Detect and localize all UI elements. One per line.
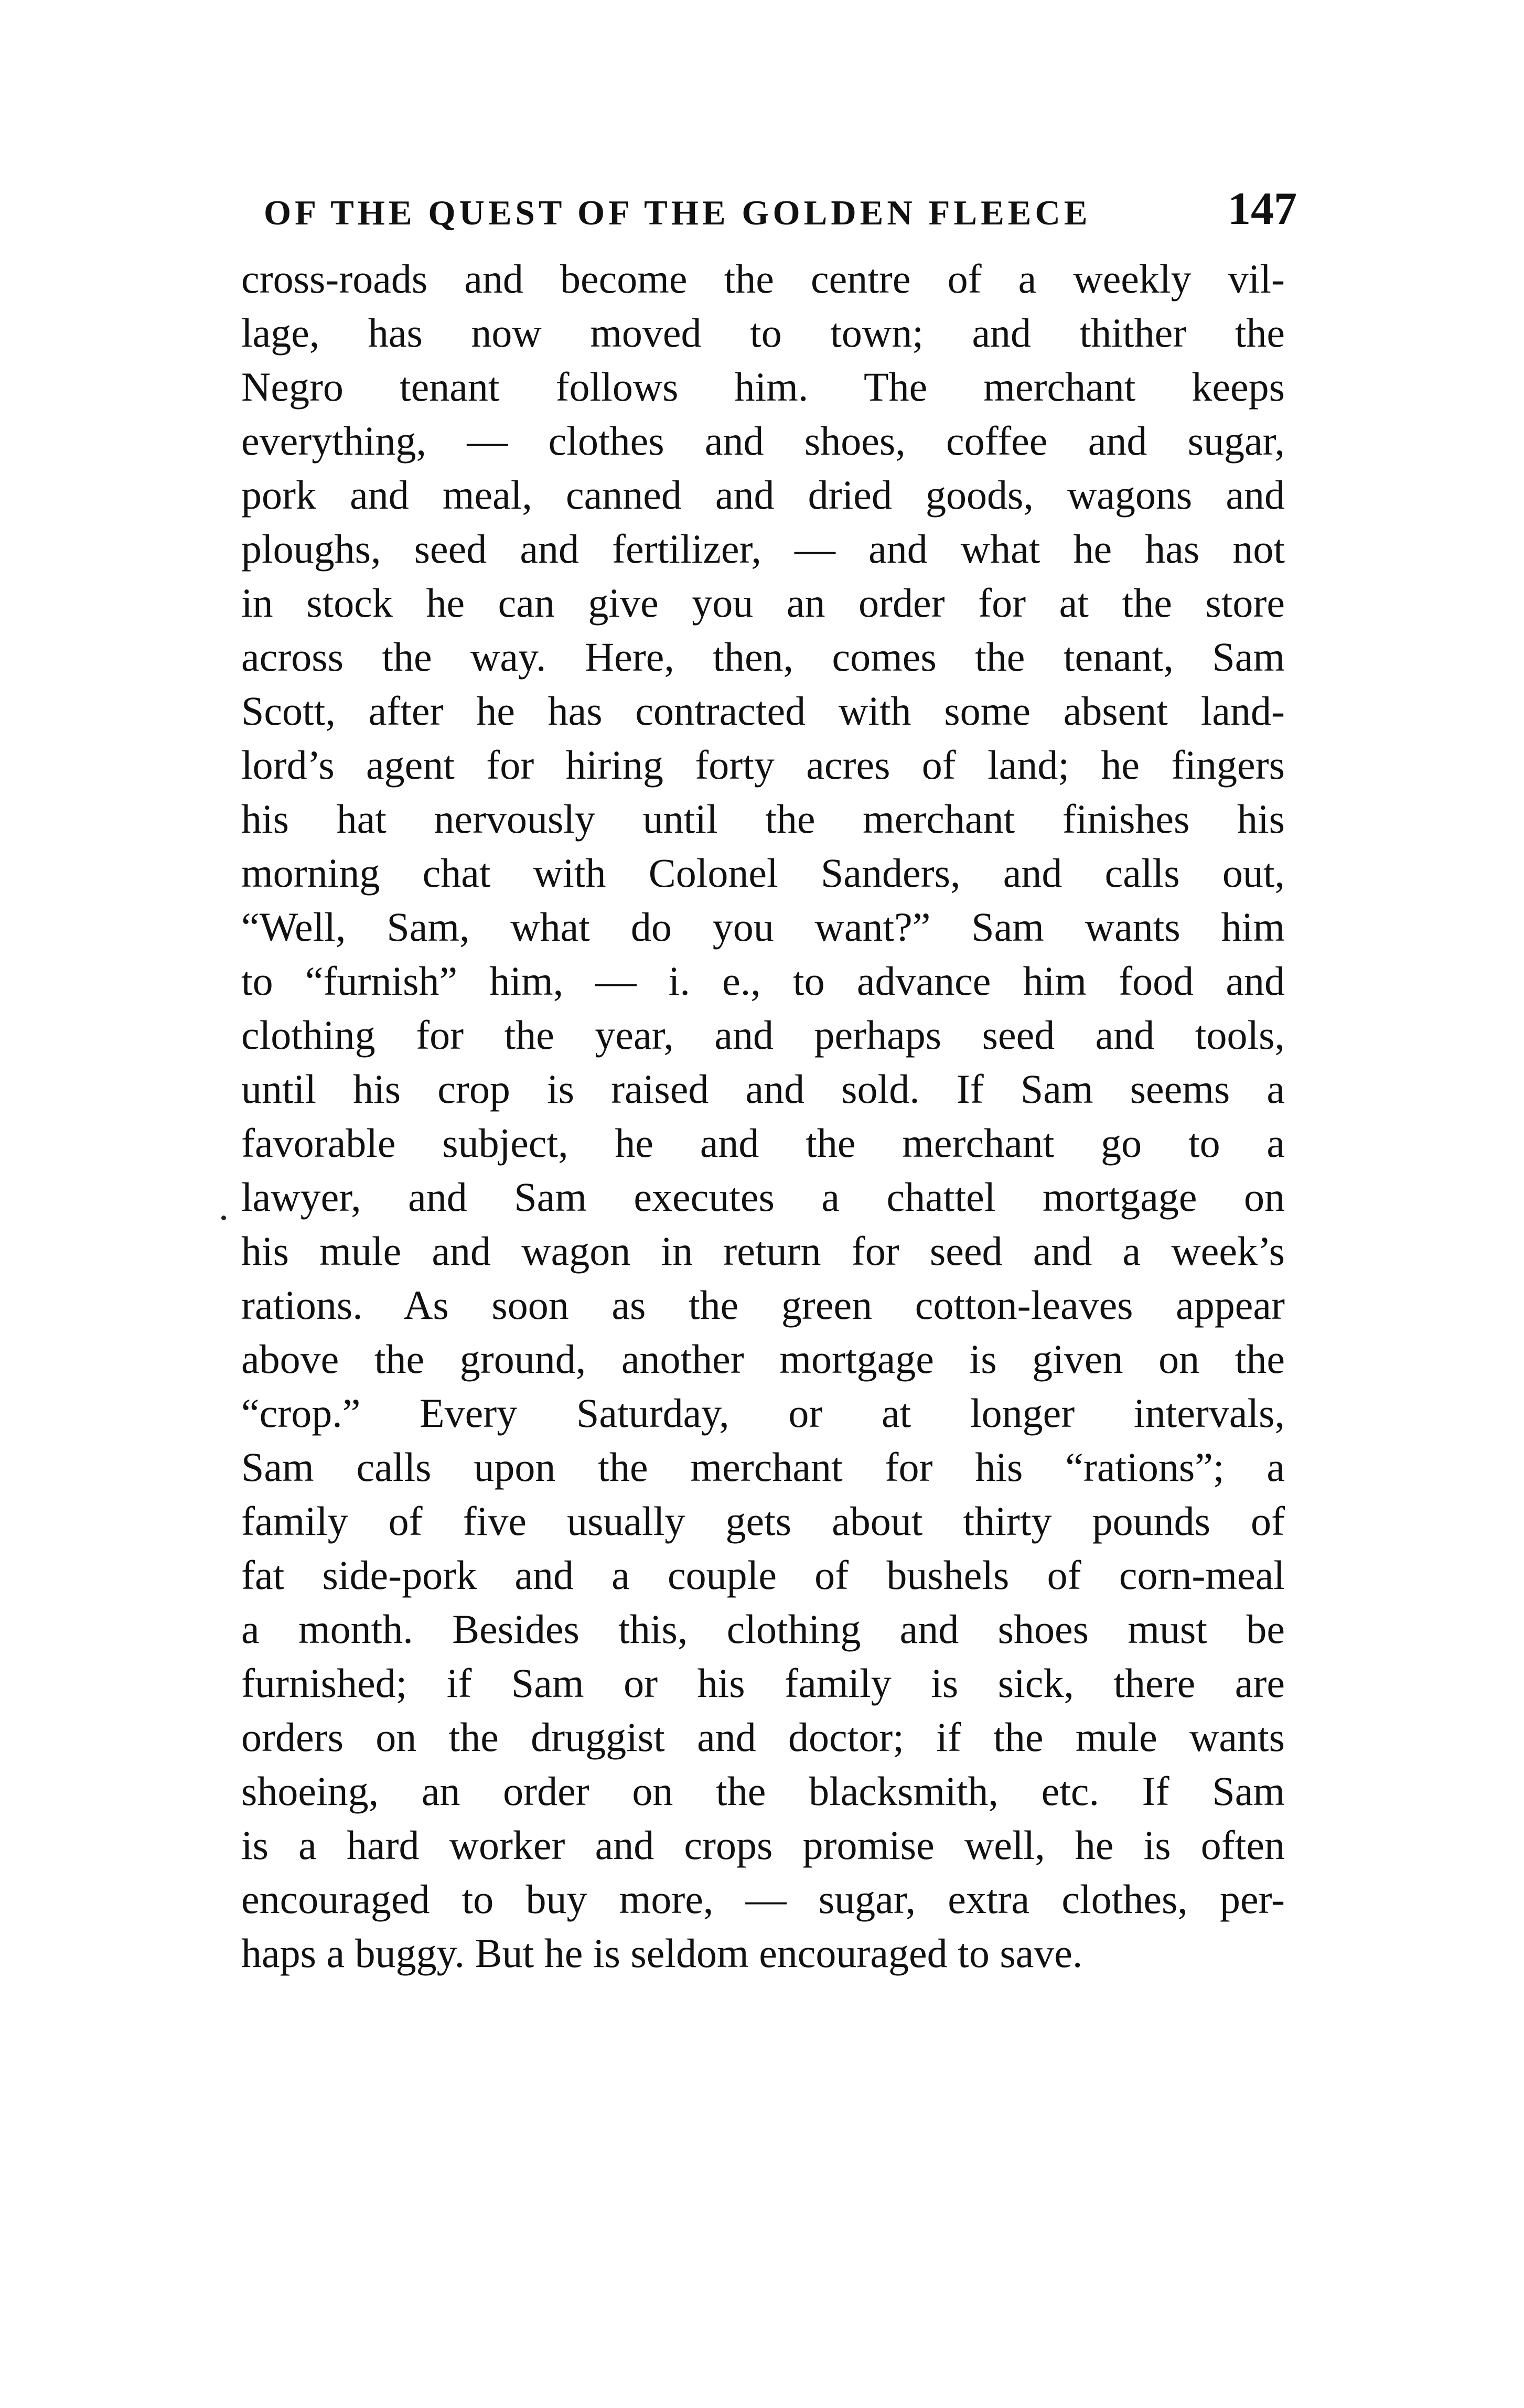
text-line: Scott, after he has contracted with some absent land-: [241, 688, 1285, 734]
text-line: clothing for the year, and perhaps seed and tools,: [241, 1012, 1285, 1058]
text-line: cross-roads and become the centre of a weekly vil-: [241, 256, 1285, 302]
text-line: until his crop is raised and sold. If Sam seems a: [241, 1066, 1285, 1112]
text-line: a month. Besides this, clothing and shoes must be: [241, 1606, 1285, 1652]
page-number: 147: [1228, 184, 1297, 234]
text-line: Sam calls upon the merchant for his “rations”; a: [241, 1444, 1285, 1490]
text-line-last: haps a buggy. But he is seldom encouraged to save.: [241, 1930, 1083, 1976]
text-line: his hat nervously until the merchant finishes his: [241, 796, 1285, 842]
text-line: lawyer, and Sam executes a chattel mortgage on: [241, 1174, 1285, 1220]
text-line: above the ground, another mortgage is given on the: [241, 1336, 1285, 1382]
text-line: family of five usually gets about thirty pounds of: [241, 1498, 1285, 1544]
text-line: lage, has now moved to town; and thither the: [241, 310, 1285, 356]
text-line: “Well, Sam, what do you want?” Sam wants him: [241, 904, 1285, 950]
text-line: is a hard worker and crops promise well, he is often: [241, 1822, 1285, 1868]
text-line: his mule and wagon in return for seed and a week’s: [241, 1228, 1285, 1274]
text-line: orders on the druggist and doctor; if the mule wants: [241, 1714, 1285, 1760]
text-line: in stock he can give you an order for at the store: [241, 580, 1285, 626]
text-line: to “furnish” him, — i. e., to advance him food and: [241, 958, 1285, 1004]
text-line: pork and meal, canned and dried goods, wagons and: [241, 472, 1285, 518]
text-line: fat side-pork and a couple of bushels of corn-meal: [241, 1552, 1285, 1598]
text-line: everything, — clothes and shoes, coffee and sugar,: [241, 418, 1285, 464]
text-line: morning chat with Colonel Sanders, and calls out,: [241, 850, 1285, 896]
text-line: ploughs, seed and fertilizer, — and what he has not: [241, 526, 1285, 572]
body-paragraph: [241, 252, 1285, 1980]
running-head: [264, 179, 1297, 232]
text-line: “crop.” Every Saturday, or at longer intervals,: [241, 1390, 1285, 1436]
text-line: encouraged to buy more, — sugar, extra clothes, per-: [241, 1876, 1285, 1922]
text-line: lord’s agent for hiring forty acres of land; he fingers: [241, 742, 1285, 788]
text-line: shoeing, an order on the blacksmith, etc. If Sam: [241, 1768, 1285, 1814]
text-line: Negro tenant follows him. The merchant keeps: [241, 364, 1285, 410]
running-title: OF THE QUEST OF THE GOLDEN FLEECE: [264, 194, 1091, 232]
text-line: across the way. Here, then, comes the tenant, Sam: [241, 634, 1285, 680]
text-line: rations. As soon as the green cotton-leaves appear: [241, 1282, 1285, 1328]
text-line: favorable subject, he and the merchant go to a: [241, 1120, 1285, 1166]
margin-dot: [221, 1216, 226, 1220]
text-line: furnished; if Sam or his family is sick, there are: [241, 1660, 1285, 1706]
